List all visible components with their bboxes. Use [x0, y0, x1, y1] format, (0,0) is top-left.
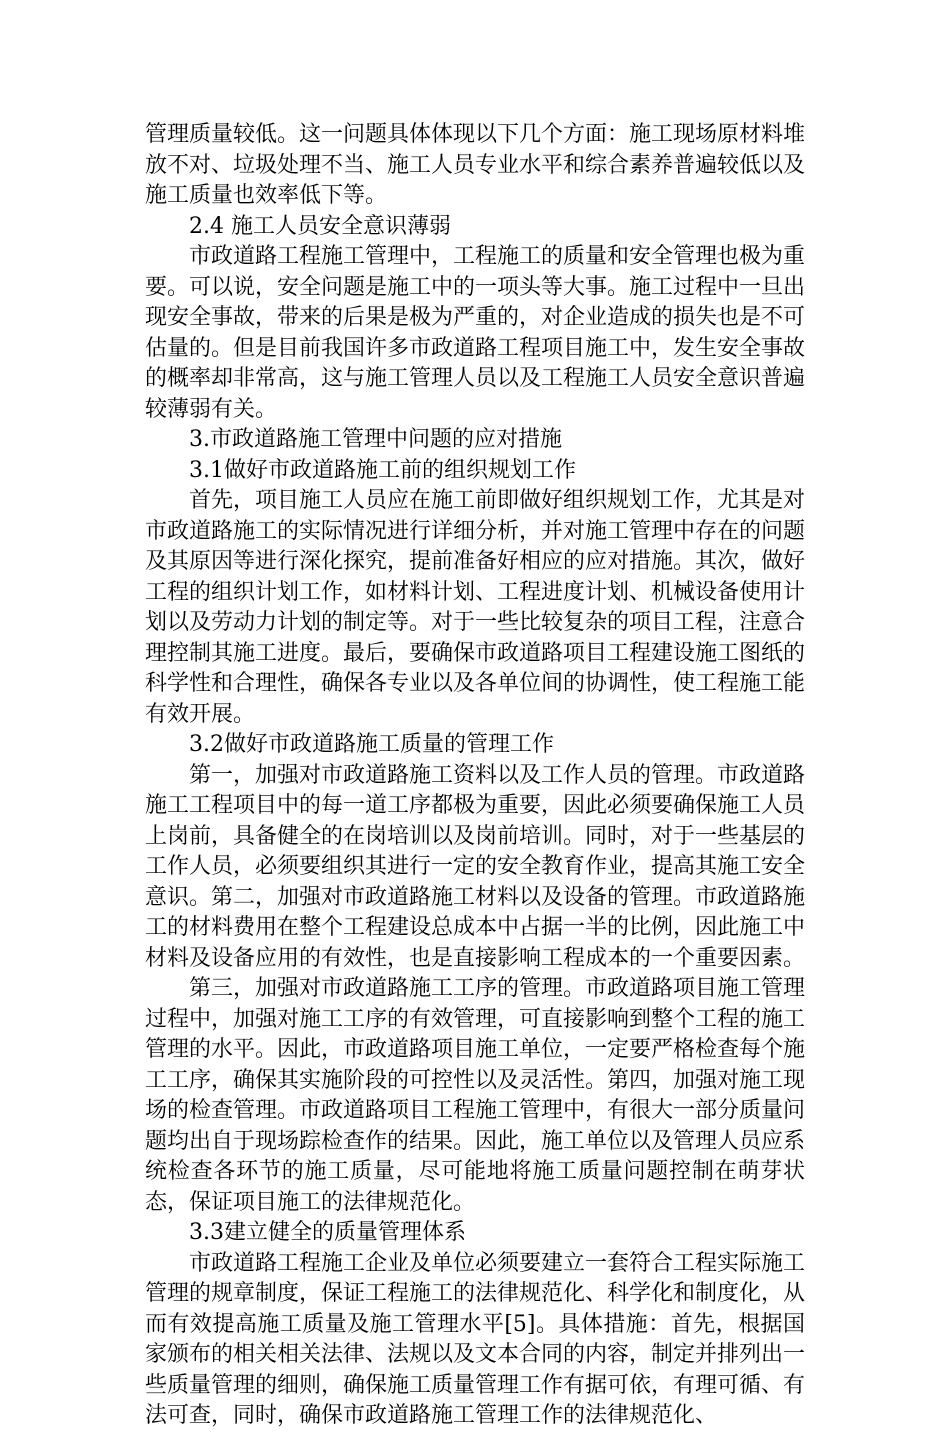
section-heading-3: 3.市政道路施工管理中问题的应对措施 [189, 427, 562, 452]
paragraph-organization-planning: 首先，项目施工人员应在施工前即做好组织规划工作，尤其是对市政道路施工的实际情况进行详细分析，并对施工管理中存在的问题及其原因等进行深化探究，提前准备好相应的应对措施。其次，做好工程的组织计划工作，如材料计划、工程进度计划、机械设备使用计划以及劳动力计划的制定等。对于一些比较复杂的项目工程，注意合理控制其施工进度。最后，要确保市政道路项目工程建设施工图纸的科学性和合理性，确保各专业以及各单位间的协调性，使工程施工能有效开展。 [145, 488, 806, 727]
paragraph-safety-awareness: 市政道路工程施工管理中，工程施工的质量和安全管理也极为重要。可以说，安全问题是施工中的一项头等大事。施工过程中一旦出现安全事故，带来的后果是极为严重的，对企业造成的损失也是不可估量的。但是目前我国许多市政道路工程项目施工中，发生安全事故的概率却非常高，这与施工管理人员以及工程施工人员安全意识普遍较薄弱有关。 [145, 244, 806, 422]
section-heading-3-1: 3.1做好市政道路施工前的组织规划工作 [189, 457, 576, 483]
paragraph-continuation: 管理质量较低。这一问题具体体现以下几个方面：施工现场原材料堆放不对、垃圾处理不当、施工人员专业水平和综合素养普遍较低以及施工质量也效率低下等。 [145, 122, 806, 208]
paragraph-quality-management-2: 第三，加强对市政道路施工工序的管理。市政道路项目施工管理过程中，加强对施工工序的有效管理，可直接影响到整个工程的施工管理的水平。因此，市政道路项目施工单位，一定要严格检查每个施工工序，确保其实施阶段的可控性以及灵活性。第四，加强对施工现场的检查管理。市政道路项目工程施工管理中，有很大一部分质量问题均出自于现场踪检查作的结果。因此，施工单位以及管理人员应系统检查各环节的施工质量，尽可能地将施工质量问题控制在萌芽状态，保证项目施工的法律规范化。 [145, 976, 806, 1215]
section-heading-3-3: 3.3建立健全的质量管理体系 [189, 1220, 466, 1245]
document-body [145, 120, 805, 1432]
section-heading-3-2: 3.2做好市政道路施工质量的管理工作 [189, 732, 554, 757]
paragraph-quality-management-1: 第一，加强对市政道路施工资料以及工作人员的管理。市政道路施工工程项目中的每一道工序都极为重要，因此必须要确保施工人员上岗前，具备健全的在岗培训以及岗前培训。同时，对于一些基层的工作人员，必须要组织其进行一定的安全教育作业，提高其施工安全意识。第二，加强对市政道路施工材料以及设备的管理。市政道路施工的材料费用在整个工程建设总成本中占据一半的比例，因此施工中材料及设备应用的有效性，也是直接影响工程成本的一个重要因素。 [145, 762, 806, 971]
paragraph-quality-system: 市政道路工程施工企业及单位必须要建立一套符合工程实际施工管理的规章制度，保证工程施工的法律规范化、科学化和制度化，从而有效提高施工质量及施工管理水平[5]。具体措施：首先，根据国家颁布的相关相关法律、法规以及文本合同的内容，制定并排列出一些质量管理的细则，确保施工质量管理工作有据可依，有理可循、有法可查，同时，确保市政道路施工管理工作的法律规范化、 [145, 1250, 806, 1428]
section-heading-2-4: 2.4 施工人员安全意识薄弱 [189, 213, 451, 239]
